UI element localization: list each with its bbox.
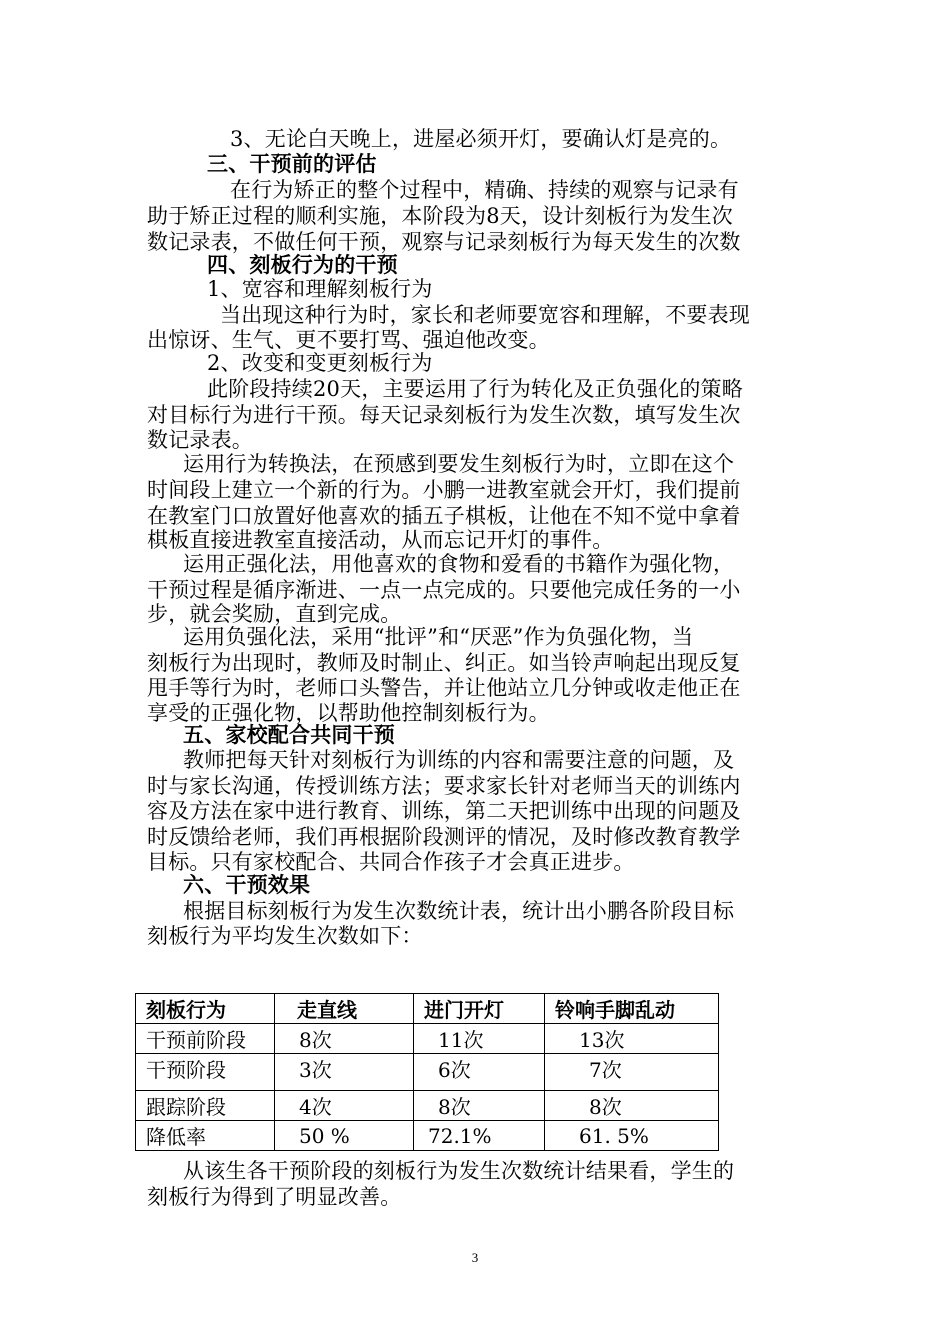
table-cell: 7次 xyxy=(545,1054,719,1091)
table-cell: 4次 xyxy=(275,1091,414,1121)
table-cell: 8次 xyxy=(275,1024,414,1054)
paragraph-line: 甩手等行为时，老师口头警告，并让他站立几分钟或收走他正在 xyxy=(147,676,741,700)
table-row xyxy=(136,1121,719,1151)
paragraph-line: 运用行为转换法，在预感到要发生刻板行为时，立即在这个 xyxy=(183,452,735,476)
paragraph-line: 从该生各干预阶段的刻板行为发生次数统计结果看，学生的 xyxy=(183,1159,735,1183)
list-item-3: 3、无论白天晚上，进屋必须开灯，要确认灯是亮的。 xyxy=(230,127,732,151)
paragraph-line: 时间段上建立一个新的行为。小鹏一进教室就会开灯，我们提前 xyxy=(147,478,741,502)
paragraph-line: 刻板行为出现时，教师及时制止、纠正。如当铃声响起出现反复 xyxy=(147,651,741,675)
section-heading-6: 六、干预效果 xyxy=(183,873,311,897)
paragraph-line: 教师把每天针对刻板行为训练的内容和需要注意的问题，及 xyxy=(183,748,735,772)
paragraph-line: 出惊讶、生气、更不要打骂、强迫他改变。 xyxy=(147,328,550,352)
paragraph-line: 运用正强化法，用他喜欢的食物和爱看的书籍作为强化物， xyxy=(183,552,735,576)
column-header: 铃响手脚乱动 xyxy=(545,994,719,1024)
table-cell: 50 % xyxy=(275,1121,414,1151)
column-header: 刻板行为 xyxy=(136,994,275,1024)
paragraph-line: 数记录表，不做任何干预，观察与记录刻板行为每天发生的次数 xyxy=(147,230,741,254)
table-cell: 11次 xyxy=(414,1024,545,1054)
table-cell: 3次 xyxy=(275,1054,414,1091)
paragraph-line: 此阶段持续20天，主要运用了行为转化及正负强化的策略 xyxy=(207,377,743,401)
subheading-2: 2、改变和变更刻板行为 xyxy=(207,351,433,375)
table-cell: 干预阶段 xyxy=(136,1054,275,1091)
table-cell: 72.1% xyxy=(414,1121,545,1151)
column-header: 进门开灯 xyxy=(414,994,545,1024)
paragraph-line: 根据目标刻板行为发生次数统计表，统计出小鹏各阶段目标 xyxy=(183,899,735,923)
paragraph-line: 干预过程是循序渐进、一点一点完成的。只要他完成任务的一小 xyxy=(147,578,741,602)
paragraph-line: 对目标行为进行干预。每天记录刻板行为发生次数，填写发生次 xyxy=(147,403,741,427)
table-cell: 13次 xyxy=(545,1024,719,1054)
table-row xyxy=(136,1054,719,1091)
paragraph-line: 在教室门口放置好他喜欢的插五子棋板，让他在不知不觉中拿着 xyxy=(147,504,741,528)
paragraph-line: 运用负强化法，采用“批评”和“厌恶”作为负强化物，当 xyxy=(183,625,694,649)
paragraph-line: 刻板行为平均发生次数如下： xyxy=(147,924,423,948)
table-cell: 干预前阶段 xyxy=(136,1024,275,1054)
column-header: 走直线 xyxy=(275,994,414,1024)
paragraph-line: 当出现这种行为时，家长和老师要宽容和理解，不要表现 xyxy=(220,303,750,327)
paragraph-line: 时反馈给老师，我们再根据阶段测评的情况，及时修改教育教学 xyxy=(147,825,741,849)
section-heading-3: 三、干预前的评估 xyxy=(207,152,377,176)
table-row xyxy=(136,1024,719,1054)
table-cell: 6次 xyxy=(414,1054,545,1091)
table-cell: 61. 5% xyxy=(545,1121,719,1151)
table-row xyxy=(136,1091,719,1121)
paragraph-line: 数记录表。 xyxy=(147,428,253,452)
paragraph-line: 容及方法在家中进行教育、训练，第二天把训练中出现的问题及 xyxy=(147,799,741,823)
paragraph-line: 目标。只有家校配合、共同合作孩子才会真正进步。 xyxy=(147,850,635,874)
section-heading-5: 五、家校配合共同干预 xyxy=(183,723,395,747)
paragraph-line: 享受的正强化物，以帮助他控制刻板行为。 xyxy=(147,701,550,725)
section-heading-4: 四、刻板行为的干预 xyxy=(207,253,398,277)
statistics-table xyxy=(135,993,719,1151)
table-cell: 降低率 xyxy=(136,1121,275,1151)
paragraph-line: 步，就会奖励，直到完成。 xyxy=(147,602,402,626)
paragraph-line: 棋板直接进教室直接活动，从而忘记开灯的事件。 xyxy=(147,528,614,552)
table-cell: 8次 xyxy=(545,1091,719,1121)
paragraph-line: 刻板行为得到了明显改善。 xyxy=(147,1185,402,1209)
table-cell: 8次 xyxy=(414,1091,545,1121)
table-header-row xyxy=(136,994,719,1024)
table-cell: 跟踪阶段 xyxy=(136,1091,275,1121)
page-number: 3 xyxy=(471,1250,479,1265)
paragraph-line: 在行为矫正的整个过程中，精确、持续的观察与记录有 xyxy=(230,178,739,202)
paragraph-line: 时与家长沟通，传授训练方法；要求家长针对老师当天的训练内 xyxy=(147,774,741,798)
paragraph-line: 助于矫正过程的顺利实施，本阶段为8天，设计刻板行为发生次 xyxy=(147,204,733,228)
subheading-1: 1、宽容和理解刻板行为 xyxy=(207,277,433,301)
